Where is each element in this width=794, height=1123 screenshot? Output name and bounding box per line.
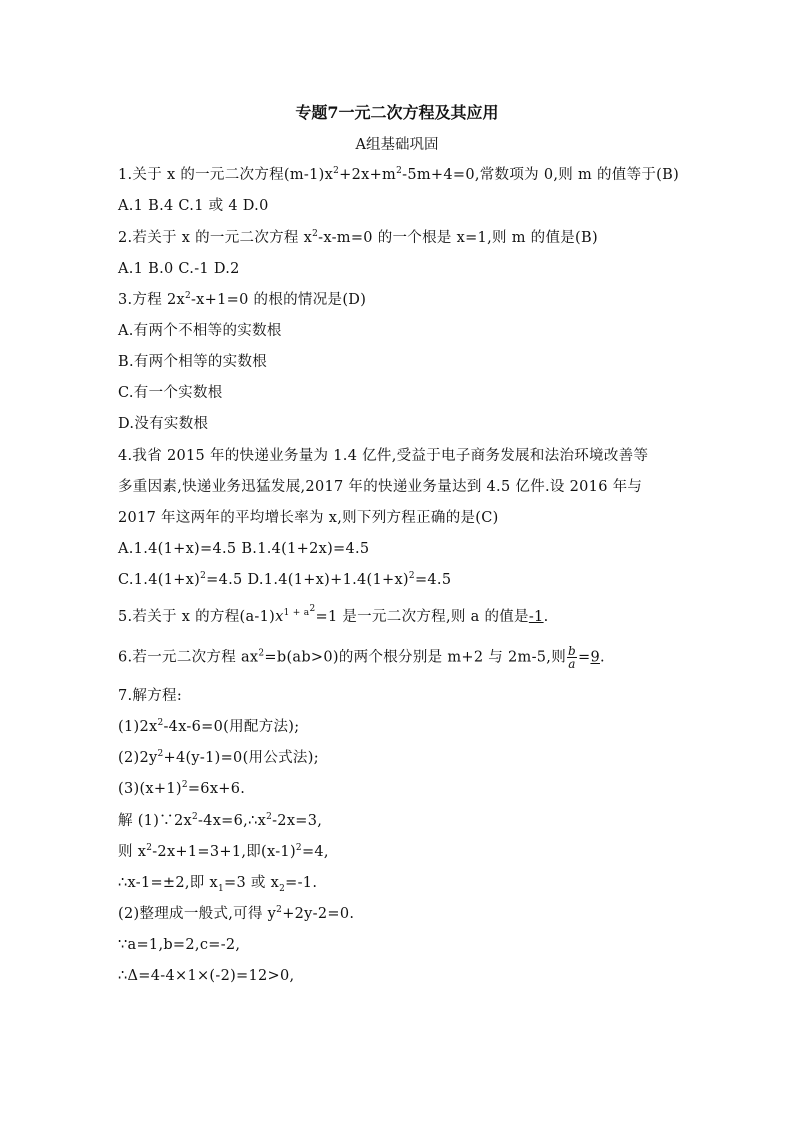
question-1: 1.关于 x 的一元二次方程$(m-1)x^2+2x+m^2-5m+4=0$,常数项为 0,则 m 的值等于(B) <box>118 166 680 183</box>
question-4-line-2: 多重因素,快递业务迅猛发展,2017 年的快递业务量达到 4.5 亿件.设 2016 年与 <box>118 479 643 495</box>
question-7-part-1: $(1)2x^2-4x-6=0$(用配方法); <box>118 718 300 735</box>
answer-blank: -1 <box>528 609 544 625</box>
fraction-b-over-a: $\frac{b}{a}$ <box>568 644 576 671</box>
question-7-part-3: $(3)(x+1)^2=6x+6$. <box>118 780 246 797</box>
question-4-options-ab: A.1.4(1+x)=4.5 B.1.4(1+2x)=4.5 <box>118 541 370 557</box>
section-subtitle: A组基础巩固 <box>355 137 439 153</box>
question-7-part-2: $(2)2y^2+4(y-1)=0$(用公式法); <box>118 749 319 766</box>
question-4-options-cd: $C.1.4(1+x)^2=4.5$ $D.1.4(1+x)+1.4(1+x)^2=4.5$ <box>118 571 452 588</box>
question-3-option-d: D.没有实数根 <box>118 416 209 432</box>
solution-line-4: (2)整理成一般式,可得 $y^2+2y-2=0$. <box>118 905 355 922</box>
solution-line-6: ∴Δ=4-4×1×(-2)=12>0, <box>118 968 295 984</box>
question-2: 2.若关于 x 的一元二次方程 $x^2-x-m=0$ 的一个根是 x=1,则 m 的值是(B) <box>118 229 598 246</box>
question-5: 5.若关于 x 的方程$(a-1)x^{1 + a^2}=1$ 是一元二次方程,则 a 的值是-1. <box>118 604 549 625</box>
question-3-option-a: A.有两个不相等的实数根 <box>118 323 282 339</box>
question-6: 6.若一元二次方程 $ax^2=b(ab>0)$的两个根分别是 m+2 与 2m-5,则 $\frac{b}{a}$ =9. <box>118 644 605 671</box>
question-3: 3.方程 $2x^2-x+1=0$ 的根的情况是(D) <box>118 291 367 308</box>
question-3-option-b: B.有两个相等的实数根 <box>118 354 268 370</box>
document-title: 专题7一元二次方程及其应用 <box>295 103 499 122</box>
solution-line-5: ∵a=1,b=2,c=-2, <box>118 937 241 953</box>
solution-line-3: ∴x-1=±2,即 $x_1=3$ 或 $x_2=-1$. <box>118 875 318 894</box>
solution-line-1: 解 $(1)\because 2x^2-4x=6,\therefore x^2-2x=3$, <box>118 812 323 829</box>
answer-blank: 9 <box>590 649 600 666</box>
question-7-heading: 7.解方程: <box>118 688 183 704</box>
solution-line-2: 则 $x^2-2x+1=3+1$,即$(x-1)^2=4$, <box>118 843 329 860</box>
question-4-line-1: 4.我省 2015 年的快递业务量为 1.4 亿件,受益于电子商务发展和法治环境改善等 <box>118 448 649 464</box>
question-3-option-c: C.有一个实数根 <box>118 385 223 401</box>
question-4-line-3: 2017 年这两年的平均增长率为 x,则下列方程正确的是(C) <box>118 510 499 526</box>
question-2-options: A.1 B.0 C.-1 D.2 <box>118 261 240 277</box>
question-1-options: A.1 B.4 C.1 或 4 D.0 <box>118 198 269 214</box>
